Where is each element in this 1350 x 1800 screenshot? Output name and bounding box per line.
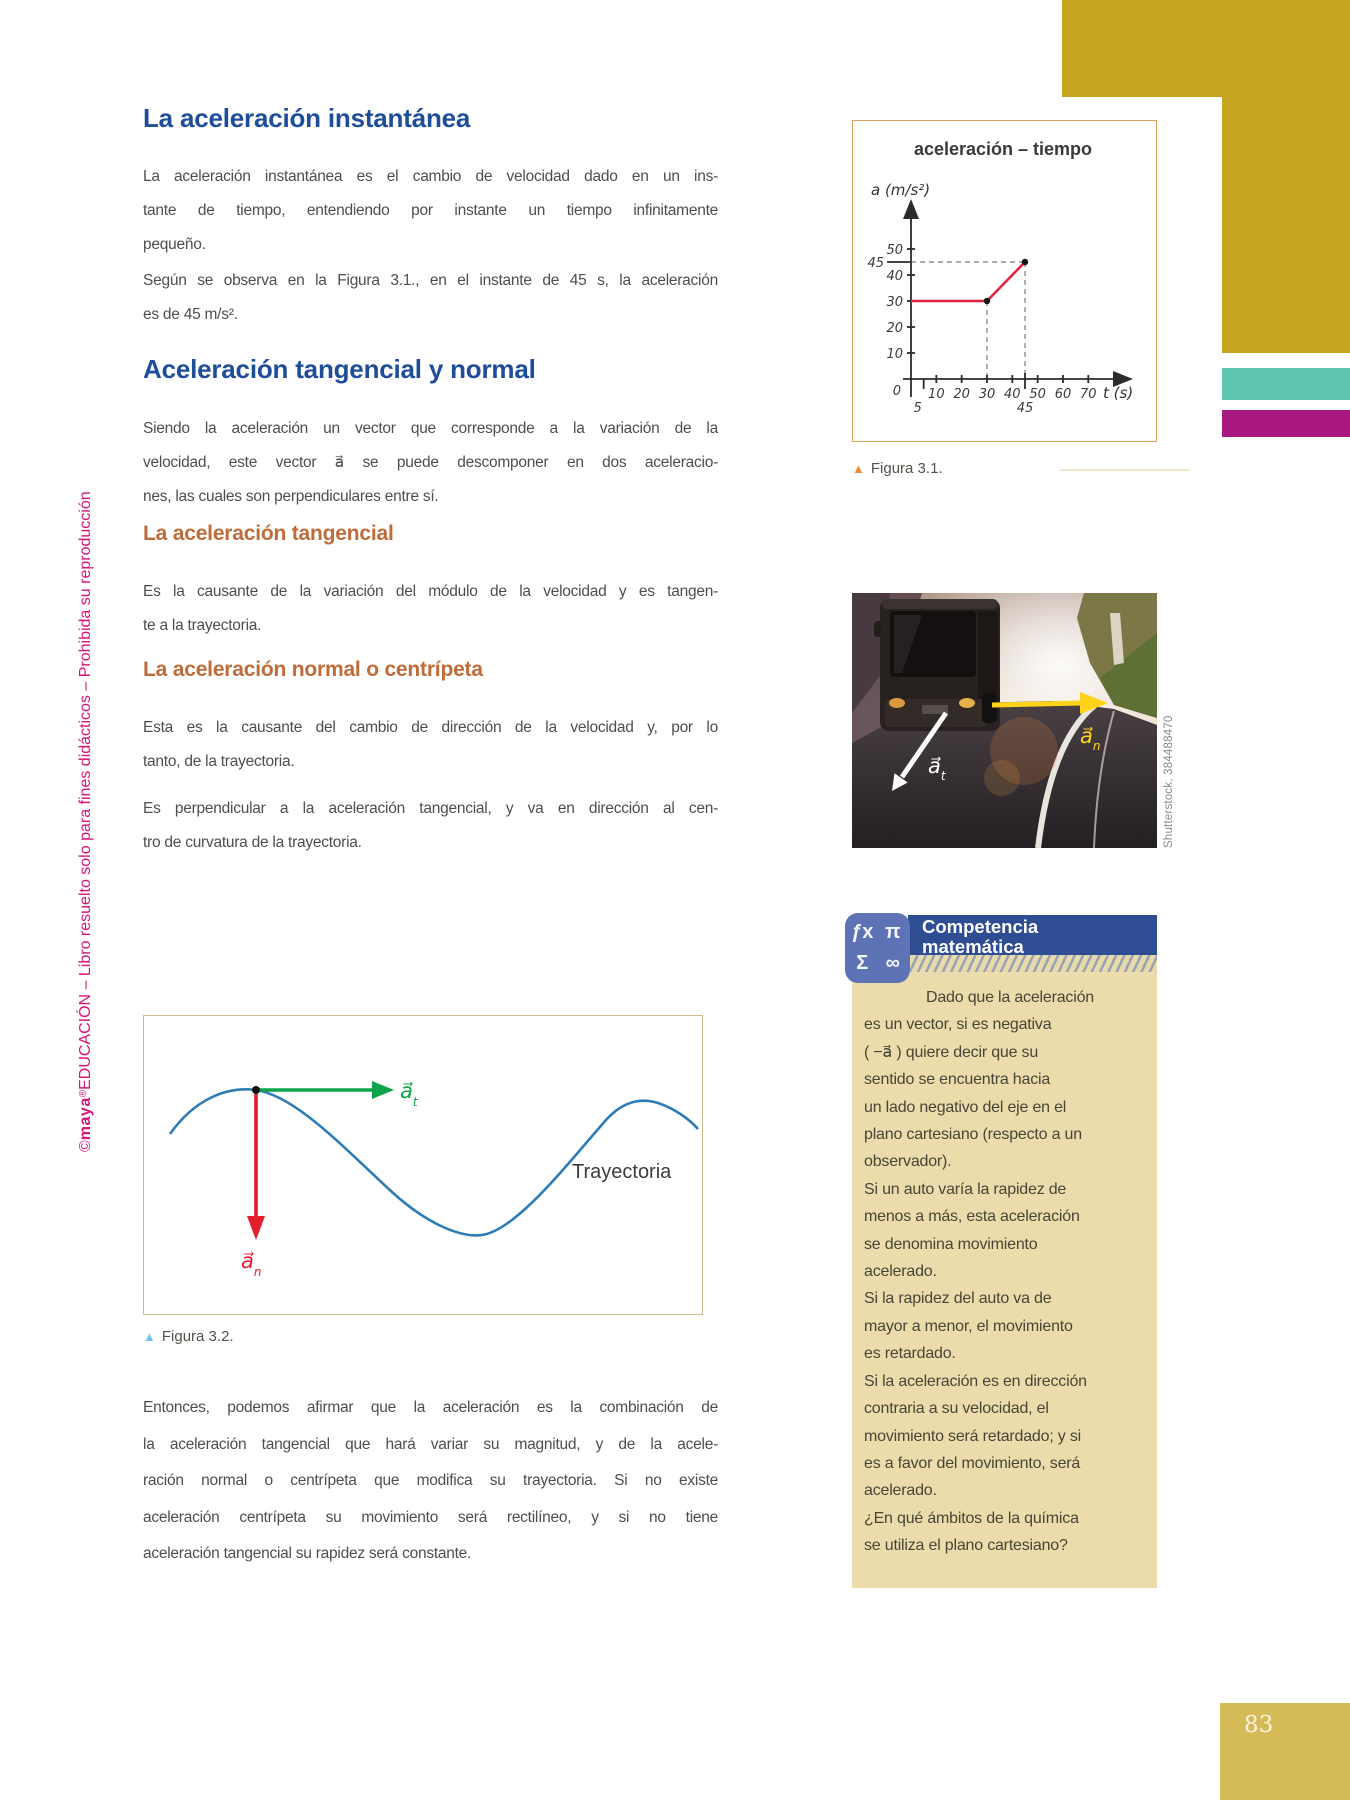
paragraph-intro: [143, 160, 718, 262]
text-line: Entonces, podemos afirmar que la aceleración es la combinación de: [143, 1399, 718, 1416]
y-tick-label: 40: [886, 269, 904, 285]
copyright-symbol: ©: [77, 1140, 94, 1152]
text-line: movimiento será retardado; y si: [864, 1427, 1082, 1445]
caption-text: Figura 3.1.: [870, 460, 943, 477]
origin-label: 0: [893, 384, 902, 400]
y-axis-arrow-icon: [903, 199, 919, 219]
y-tick-label: 20: [886, 321, 904, 337]
y-tick-label: 10: [886, 347, 904, 363]
y-highlight-label: 45: [867, 256, 885, 272]
magenta-stripe: [1222, 410, 1350, 437]
text-line: Es la causante de la variación del módulo de la velocidad y es tangen-: [143, 583, 718, 600]
paragraph-normal: [143, 711, 718, 779]
trajectory-point: [252, 1086, 260, 1094]
copyright-sidebar: [77, 491, 95, 1152]
text-line: plano cartesiano (respecto a un: [864, 1126, 1082, 1144]
sigma-symbol-icon: Σ: [856, 952, 869, 974]
math-symbols-icon: [845, 913, 910, 983]
text-line: tro de curvatura de la trayectoria.: [143, 834, 362, 851]
page-number: 83: [1244, 1712, 1274, 1738]
competencia-header: [908, 915, 1157, 955]
trajectory-label: Trayectoria: [572, 1161, 672, 1183]
text-line: sentido se encuentra hacia: [864, 1071, 1051, 1089]
lens-flare-small: [984, 760, 1020, 796]
bus-road-scene: [852, 593, 1157, 848]
text-line: Si la aceleración es en dirección: [864, 1372, 1087, 1390]
figure-3-2-caption: [143, 1328, 234, 1345]
text-line: la aceleración tangencial que hará variar su magnitud, y de la acele-: [143, 1435, 718, 1453]
text-line: acelerado.: [864, 1482, 937, 1500]
y-tick-label: 30: [886, 295, 904, 311]
y-tick-label: 50: [886, 243, 904, 259]
caption-text: Figura 3.2.: [161, 1328, 234, 1345]
competencia-hatch-strip: [908, 955, 1157, 972]
figure-3-2-diagram: [143, 1015, 703, 1315]
text-line: Si un auto varía la rapidez de: [864, 1180, 1067, 1198]
text-line: se utiliza el plano cartesiano?: [864, 1537, 1068, 1555]
text-line: aceleración centrípeta su movimiento será rectilíneo, y si no tiene: [143, 1508, 718, 1526]
section-title-tangencial-normal: Aceleración tangencial y normal: [143, 354, 536, 384]
figure-3-1-caption: [852, 460, 943, 477]
text-line: aceleración tangencial su rapidez será constante.: [143, 1545, 472, 1562]
x-tick-label: 40: [1004, 387, 1021, 403]
acceleration-time-chart: [851, 119, 1156, 441]
text-line: te a la trayectoria.: [143, 617, 262, 634]
normal-arrow-red: [247, 1094, 265, 1240]
subsection-title-normal: La aceleración normal o centrípeta: [143, 658, 483, 681]
text-line: es retardado.: [864, 1345, 956, 1363]
x-minor-label: 5: [913, 401, 923, 417]
publisher-logo: maya: [77, 1097, 94, 1141]
text-line: tanto, de la trayectoria.: [143, 753, 295, 770]
text-line: Esta es la causante del cambio de dirección de la velocidad y, por lo: [143, 719, 718, 736]
paragraph-perpendicular: [143, 792, 718, 860]
trajectory-diagram: [144, 1016, 701, 1313]
pi-symbol-icon: π: [885, 921, 901, 943]
x-tick-label: 60: [1055, 387, 1072, 403]
decor-rule: [1060, 469, 1190, 471]
text-line: es un vector, si es negativa: [864, 1016, 1052, 1034]
figure-3-1-chart: [852, 120, 1157, 442]
text-line: es de 45 m/s².: [143, 306, 238, 323]
paragraph-conclusion: [143, 1390, 718, 1573]
acceleration-line: [911, 262, 1025, 301]
text-line: tante de tiempo, entendiendo por instante un tiempo infinitamente: [143, 202, 718, 219]
text-line: Es perpendicular a la aceleración tangencial, y va en dirección al cen-: [143, 800, 718, 817]
caption-triangle-icon: ▲: [852, 461, 865, 476]
text-line: ¿En qué ámbitos de la química: [864, 1509, 1079, 1527]
text-line: un lado negativo del eje en el: [864, 1098, 1067, 1116]
data-point: [1022, 259, 1028, 265]
page-number-tab: [1220, 1703, 1350, 1800]
text-line: velocidad, este vector a⃗ se puede descomponer en dos aceleracio-: [143, 454, 718, 471]
text-line: mayor a menor, el movimiento: [864, 1317, 1073, 1335]
label-a-t: $a⃗_t$: [928, 754, 946, 783]
data-point: [984, 298, 990, 304]
label-a-n: $a⃗_n$: [241, 1249, 262, 1279]
text-line: ración normal o centrípeta que modifica su trayectoria. Si no existe: [143, 1472, 718, 1489]
label-a-t: $a⃗_t$: [400, 1079, 418, 1109]
gold-corner-column: [1222, 0, 1350, 353]
fx-symbol-icon: ƒx: [851, 921, 874, 943]
text-line: menos a más, esta aceleración: [864, 1208, 1080, 1226]
text-line: es a favor del movimiento, será: [864, 1454, 1081, 1472]
paragraph-vector: [143, 412, 718, 514]
x-tick-label: 30: [979, 387, 996, 403]
text-line: nes, las cuales son perpendiculares entre sí.: [143, 488, 439, 505]
photo-credit: Shutterstock, 384488470: [1163, 715, 1175, 848]
y-axis-label: a (m/s²): [871, 181, 931, 200]
x-tick-label: 20: [953, 387, 971, 403]
text-line: contraria a su velocidad, el: [864, 1400, 1049, 1418]
text-line: ( −a⃗ ) quiere decir que su: [864, 1043, 1039, 1061]
registered-mark: ®: [78, 1089, 89, 1098]
text-line: observador).: [864, 1153, 952, 1171]
x-axis-label: t (s): [1103, 384, 1134, 403]
competencia-box-body: [852, 960, 1157, 1588]
competencia-title-line1: Competencia: [922, 916, 1039, 937]
x-tick-label: 50: [1029, 387, 1047, 403]
chart-title: aceleración – tiempo: [914, 139, 1093, 160]
text-line: pequeño.: [143, 236, 206, 253]
text-line: Según se observa en la Figura 3.1., en el instante de 45 s, la aceleración: [143, 272, 718, 289]
x-minor-label: 45: [1017, 401, 1034, 417]
text-line: Dado que la aceleración: [926, 989, 1094, 1006]
text-line: La aceleración instantánea es el cambio de velocidad dado en un ins-: [143, 168, 718, 185]
x-tick-label: 10: [928, 387, 946, 403]
infinity-symbol-icon: ∞: [885, 952, 900, 974]
text-line: acelerado.: [864, 1263, 937, 1281]
label-a-n: $a⃗_n$: [1080, 724, 1101, 753]
paragraph-figure-reference: [143, 264, 718, 332]
caption-triangle-icon: ▲: [143, 1329, 156, 1344]
text-line: se denomina movimiento: [864, 1235, 1038, 1253]
paragraph-tangencial: [143, 575, 718, 643]
competencia-title-line2: matemática: [922, 935, 1024, 957]
teal-stripe: [1222, 368, 1350, 400]
text-line: Si la rapidez del auto va de: [864, 1290, 1052, 1308]
bus: [874, 599, 1000, 731]
x-tick-label: 70: [1080, 387, 1097, 403]
copyright-notice: – Libro resuelto solo para fines didácticos – Prohibida su reproducción: [77, 491, 94, 994]
bus-photo: [852, 593, 1157, 848]
publisher-imprint: EDUCACIÓN: [77, 993, 94, 1090]
page-title: La aceleración instantánea: [143, 103, 471, 133]
subsection-title-tangencial: La aceleración tangencial: [143, 522, 394, 545]
text-line: Siendo la aceleración un vector que corresponde a la variación de la: [143, 420, 718, 437]
